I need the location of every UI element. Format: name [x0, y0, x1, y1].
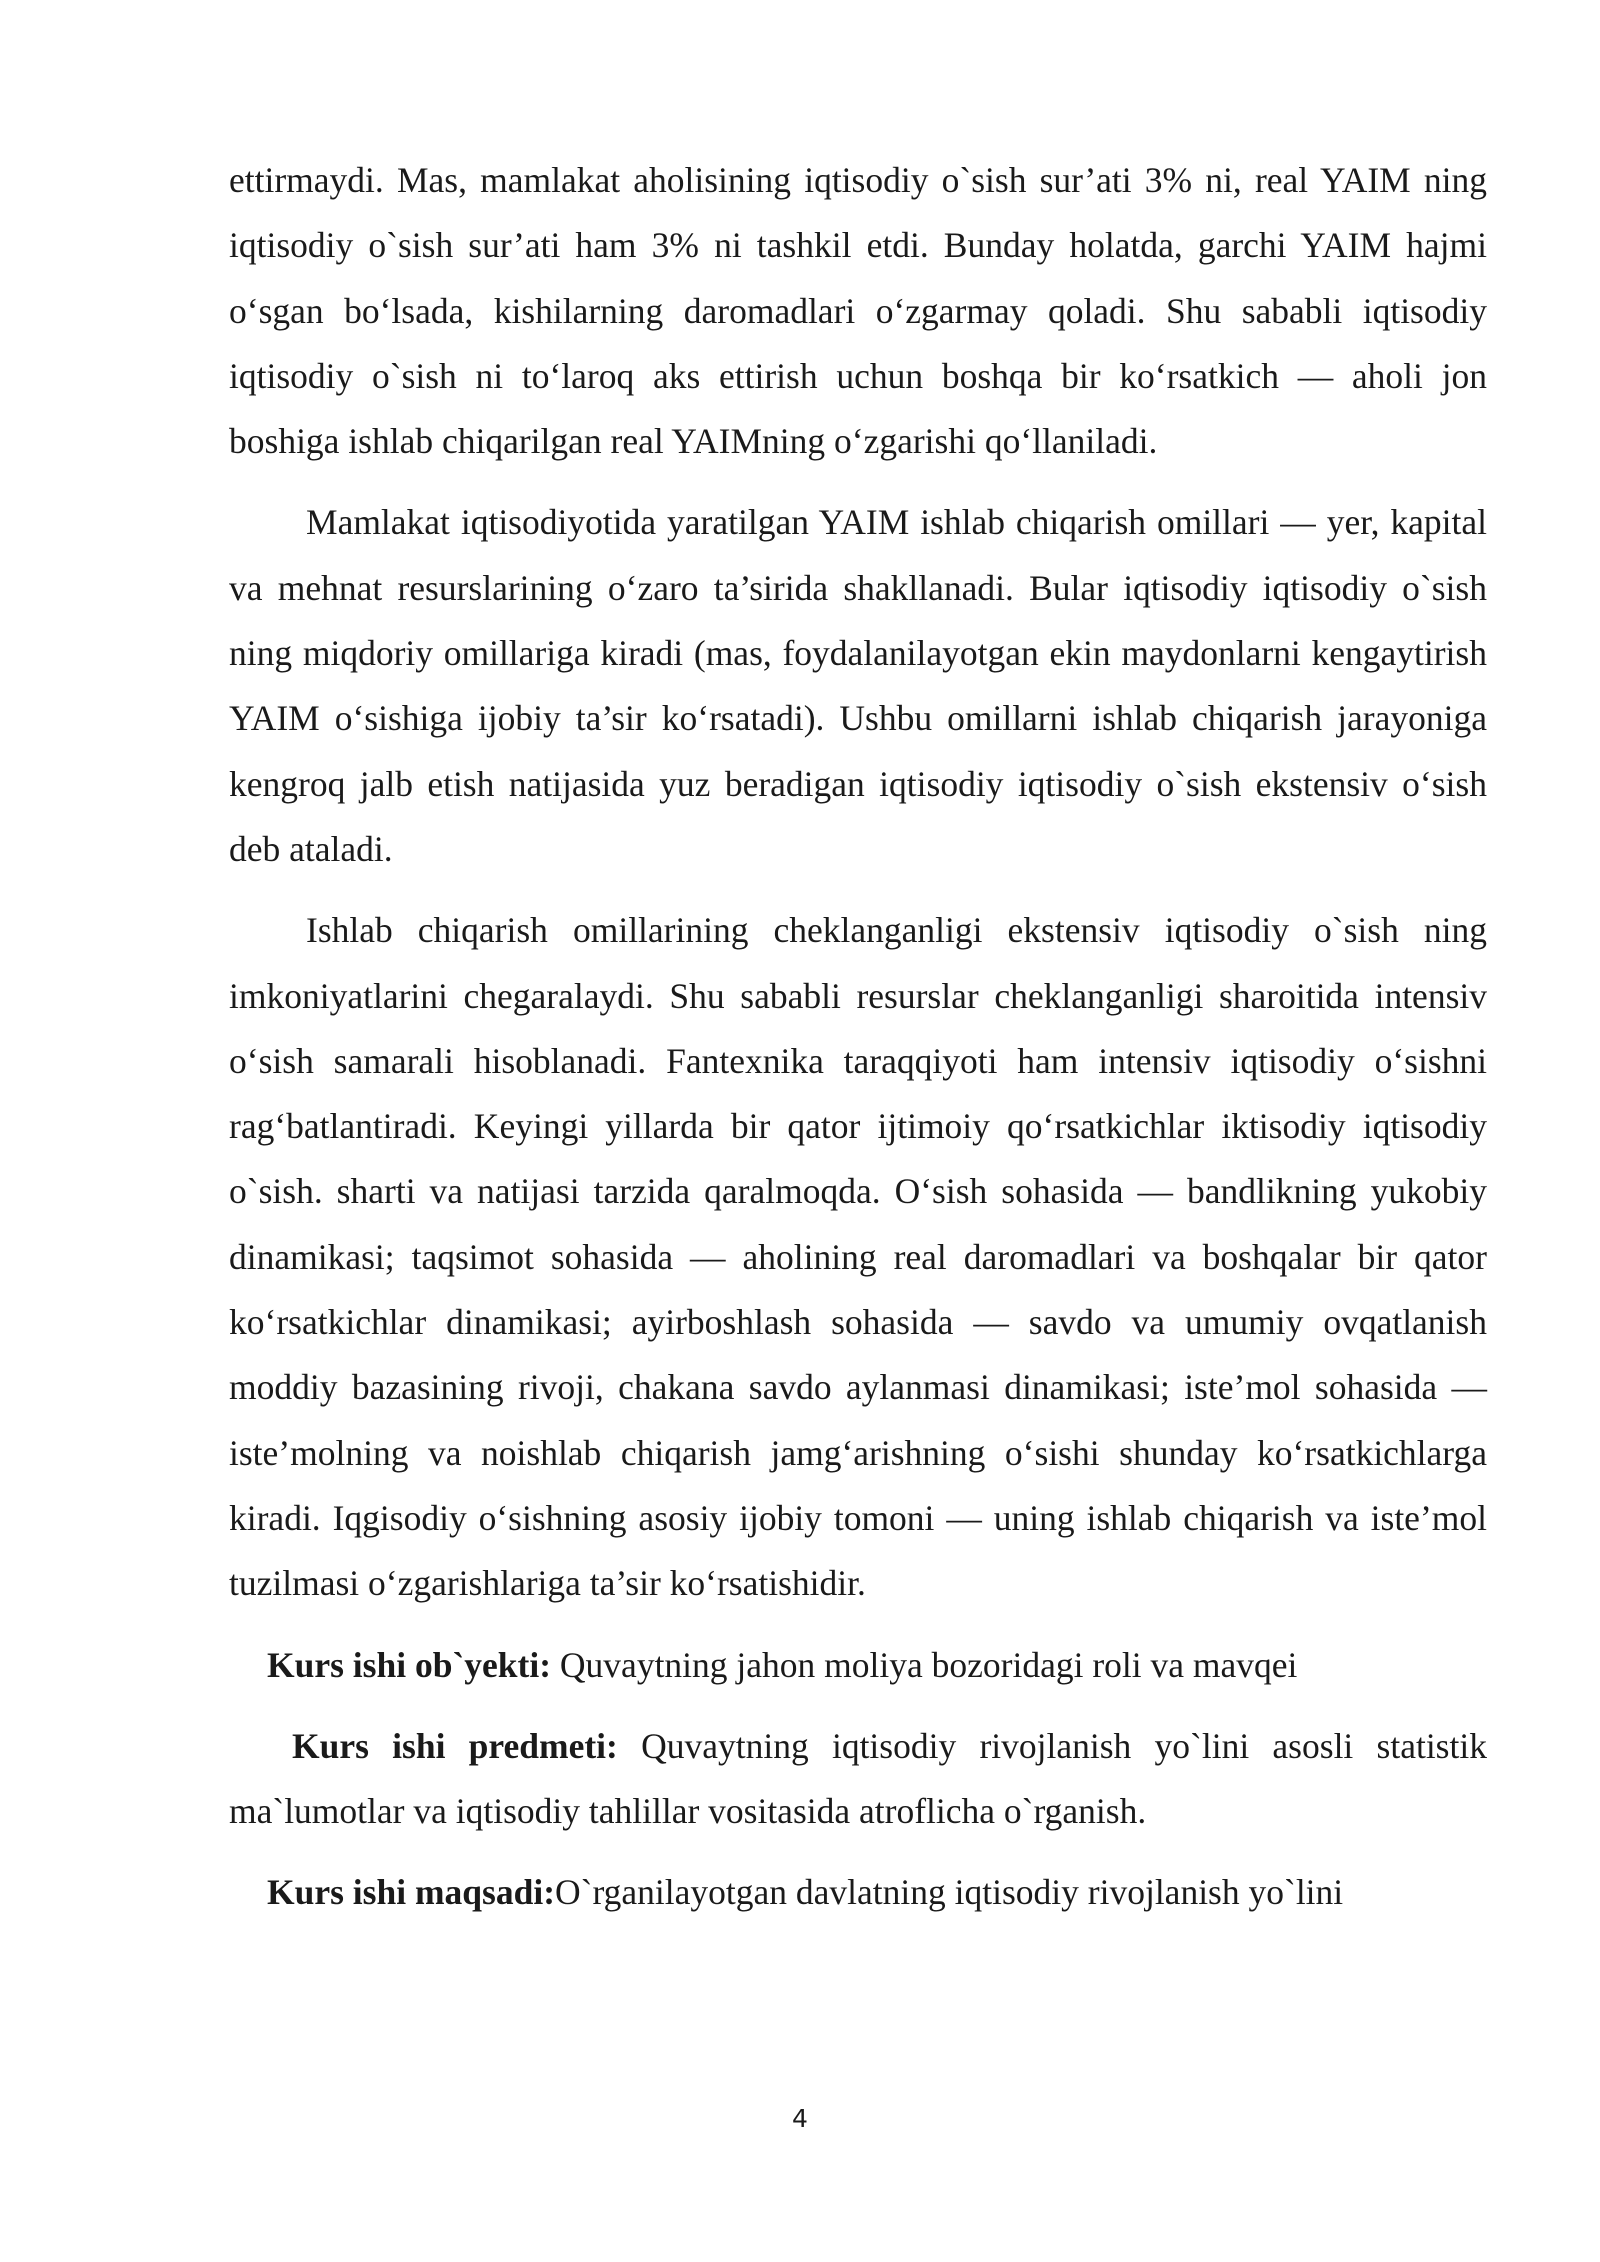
course-subject-text: Quvaytning iqtisodiy rivojlanish yo`lini asosli statistik ma`lumotlar va iqtisodiy tahlillar vositasida atroflicha o`rganish.: [229, 1725, 1487, 1832]
course-object-label: Kurs ishi ob`yekti:: [267, 1644, 552, 1685]
course-subject-line: [229, 1714, 1487, 1845]
paragraph-1: ettirmaydi. Mas, mamlakat aholisining iqtisodiy o`sish sur’ati 3% ni, real YAIM ning iqtisodiy o`sish sur’ati ham 3% ni tashkil etdi. Bunday holatda, garchi YAIM hajmi o‘sgan bo‘lsada, kishilarning daromadlari o‘zgarmay qoladi. Shu sababli iqtisodiy iqtisodiy o`sish ni to‘laroq aks ettirish uchun boshqa bir ko‘rsatkich — aholi jon boshiga ishlab chiqarilgan real YAIMning o‘zgarishi qo‘llaniladi.: [229, 160, 1487, 462]
page-number: 4: [792, 2104, 808, 2133]
course-object-line: [229, 1633, 1487, 1698]
course-goal-line: [229, 1860, 1487, 1925]
course-subject-label: Kurs ishi predmeti:: [292, 1725, 618, 1766]
paragraph-3: Ishlab chiqarish omillarining cheklanganligi ekstensiv iqtisodiy o`sish ning imkoniyatlarini chegaralaydi. Shu sababli resurslar cheklanganligi sharoitida intensiv o‘sish samarali hisoblanadi. Fantexnika taraqqiyoti ham intensiv iqtisodiy o‘sishni rag‘batlantiradi. Keyingi yillarda bir qator ijtimoiy qo‘rsatkichlar iktisodiy iqtisodiy o`sish. sharti va natijasi tarzida qaralmoqda. O‘sish sohasida — bandlikning yukobiy dinamikasi; taqsimot sohasida — aholining real daromadlari va boshqalar bir qator ko‘rsatkichlar dinamikasi; ayirboshlash sohasida — savdo va umumiy ovqatlanish moddiy bazasining rivoji, chakana savdo aylanmasi dinamikasi; iste’mol sohasida — iste’molning va noishlab chiqarish jamg‘arishning o‘sishi shunday ko‘rsatkichlarga kiradi. Iqgisodiy o‘sishning asosiy ijobiy tomoni — uning ishlab chiqarish va iste’mol tuzilmasi o‘zgarishlariga ta’sir ko‘rsatishidir.: [229, 910, 1487, 1604]
course-goal-text: O`rganilayotgan davlatning iqtisodiy rivojlanish yo`lini: [555, 1872, 1344, 1913]
paragraph-2: Mamlakat iqtisodiyotida yaratilgan YAIM ishlab chiqarish omillari — yer, kapital va mehnat resurslarining o‘zaro ta’sirida shakllanadi. Bular iqtisodiy iqtisodiy o`sish ning miqdoriy omillariga kiradi (mas, foydalanilayotgan ekin maydonlarni kengaytirish YAIM o‘sishiga ijobiy ta’sir ko‘rsatadi). Ushbu omillarni ishlab chiqarish jarayoniga kengroq jalb etish natijasida yuz beradigan iqtisodiy iqtisodiy o`sish ekstensiv o‘sish deb ataladi.: [229, 502, 1487, 869]
course-goal-label: Kurs ishi maqsadi:: [267, 1872, 556, 1913]
course-object-text: Quvaytning jahon moliya bozoridagi roli va mavqei: [551, 1644, 1298, 1685]
document-body: [229, 148, 1487, 1926]
